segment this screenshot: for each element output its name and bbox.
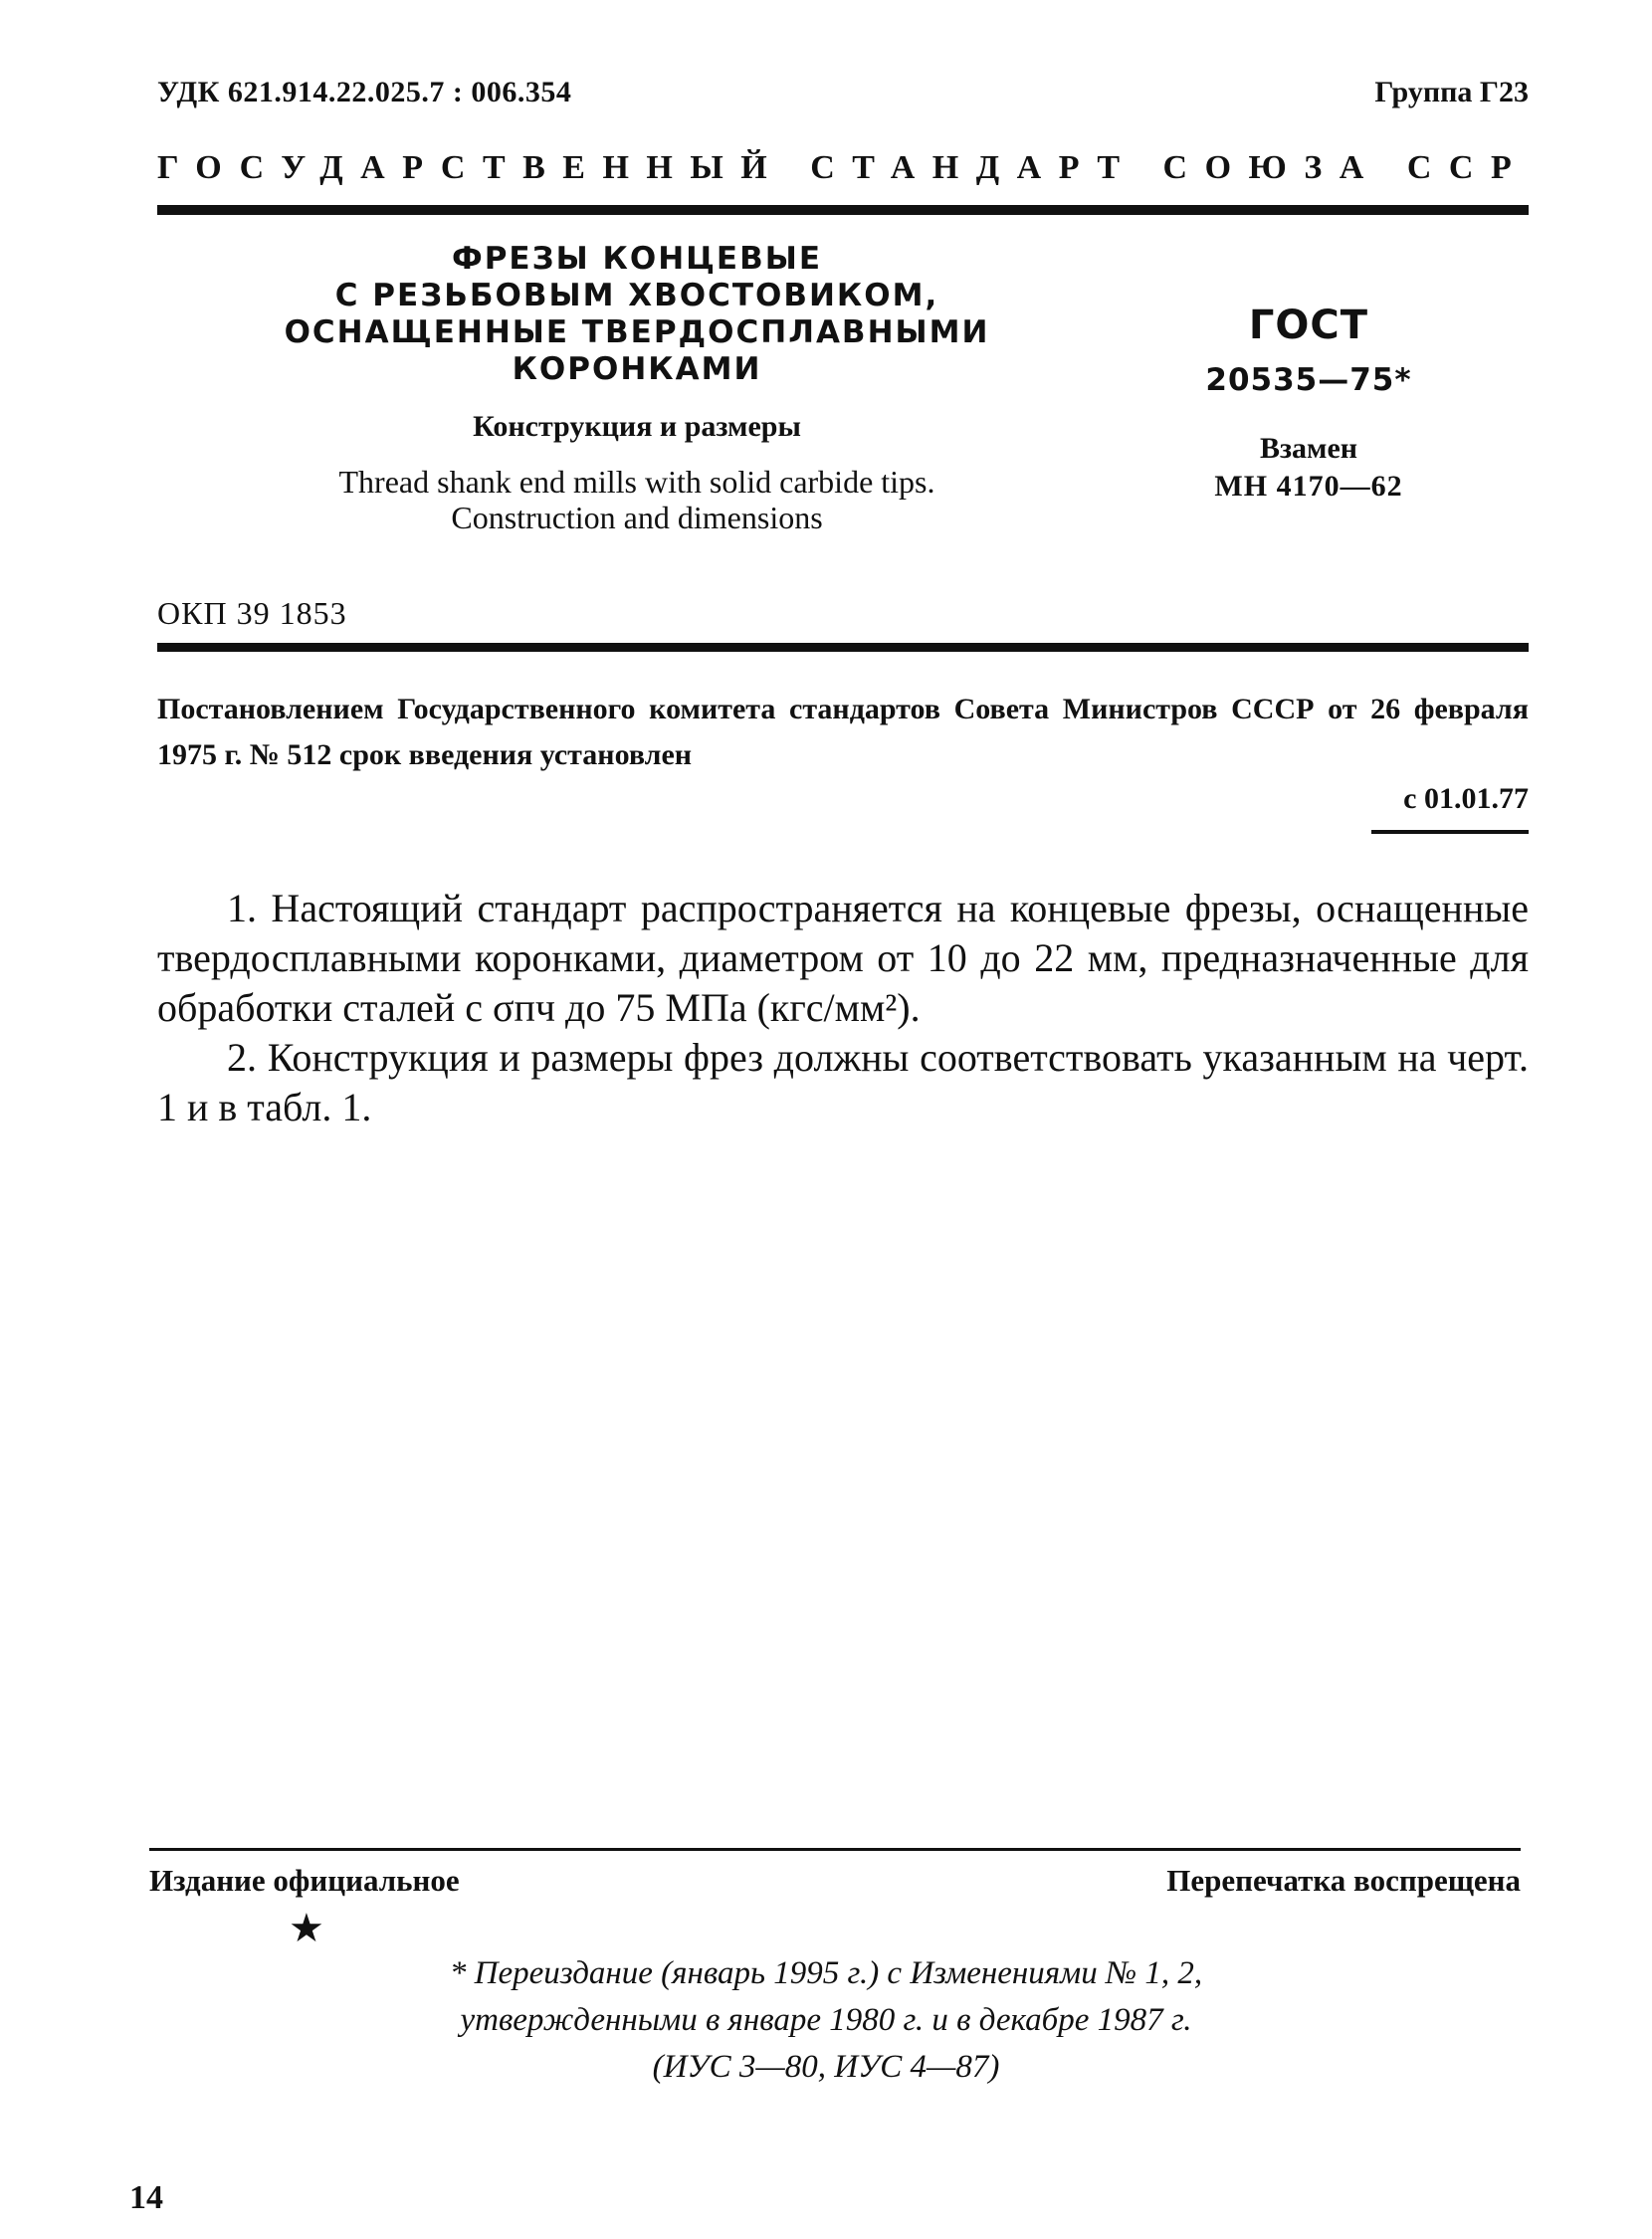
reissue-line: * Переиздание (январь 1995 г.) с Изменениями № 1, 2, [449, 1955, 1203, 1991]
star-icon: ★ [289, 1906, 324, 1950]
replaces-label: Взамен [1259, 432, 1358, 465]
document-title-block [229, 241, 1045, 535]
header-rule [157, 205, 1529, 215]
footer-rule [149, 1848, 1521, 1851]
gost-block [1174, 303, 1443, 504]
decree-text: Постановлением Государственного комитета стандартов Совета Министров СССР от 26 февраля 1975 г. № 512 срок введения установлен [157, 693, 1529, 771]
title-line: ОСНАЩЕННЫЕ ТВЕРДОСПЛАВНЫМИ [284, 314, 990, 350]
english-title-line: Thread shank end mills with solid carbide tips. [338, 464, 935, 500]
udk-code: УДК 621.914.22.025.7 : 006.354 [157, 76, 572, 108]
reissue-line: (ИУС 3—80, ИУС 4—87) [652, 2049, 1000, 2085]
group-code: Группа Г23 [1374, 76, 1529, 108]
state-standard-heading: ГОСУДАРСТВЕННЫЙ СТАНДАРТ СОЮЗА ССР [157, 149, 1530, 186]
page-number: 14 [129, 2179, 163, 2216]
document-subtitle: Конструкция и размеры [473, 410, 801, 443]
okp-code: ОКП 39 1853 [157, 595, 347, 631]
title-bottom-rule [157, 643, 1529, 652]
title-line: КОРОНКАМИ [512, 351, 762, 387]
official-edition: Издание официальное [149, 1863, 460, 1898]
paragraph-1: 1. Настоящий стандарт распространяется на концевые фрезы, оснащенные твердосплавными коронками, диаметром от 10 до 22 мм, предназначенные для обработки сталей с σпч до 75 МПа (кгс/мм²). [157, 886, 1529, 1030]
gost-label: ГОСТ [1248, 303, 1369, 348]
reissue-note [328, 1950, 1324, 2091]
reissue-line: утвержденными в январе 1980 г. и в декабре 1987 г. [460, 2002, 1192, 2038]
english-title-line: Construction and dimensions [451, 500, 823, 535]
title-line: С РЕЗЬБОВЫМ ХВОСТОВИКОМ, [334, 278, 939, 313]
title-line: ФРЕЗЫ КОНЦЕВЫЕ [451, 241, 823, 277]
replaces-value: МН 4170—62 [1214, 470, 1403, 503]
gost-number: 20535—75* [1205, 362, 1412, 398]
english-title [229, 464, 1045, 535]
reprint-prohibited: Перепечатка воспрещена [1166, 1863, 1521, 1898]
effective-date: с 01.01.77 [1403, 782, 1529, 815]
body-text [157, 884, 1529, 1132]
date-underline [1371, 830, 1529, 834]
paragraph-2: 2. Конструкция и размеры фрез должны соответствовать указанным на черт. 1 и в табл. 1. [157, 1035, 1529, 1129]
